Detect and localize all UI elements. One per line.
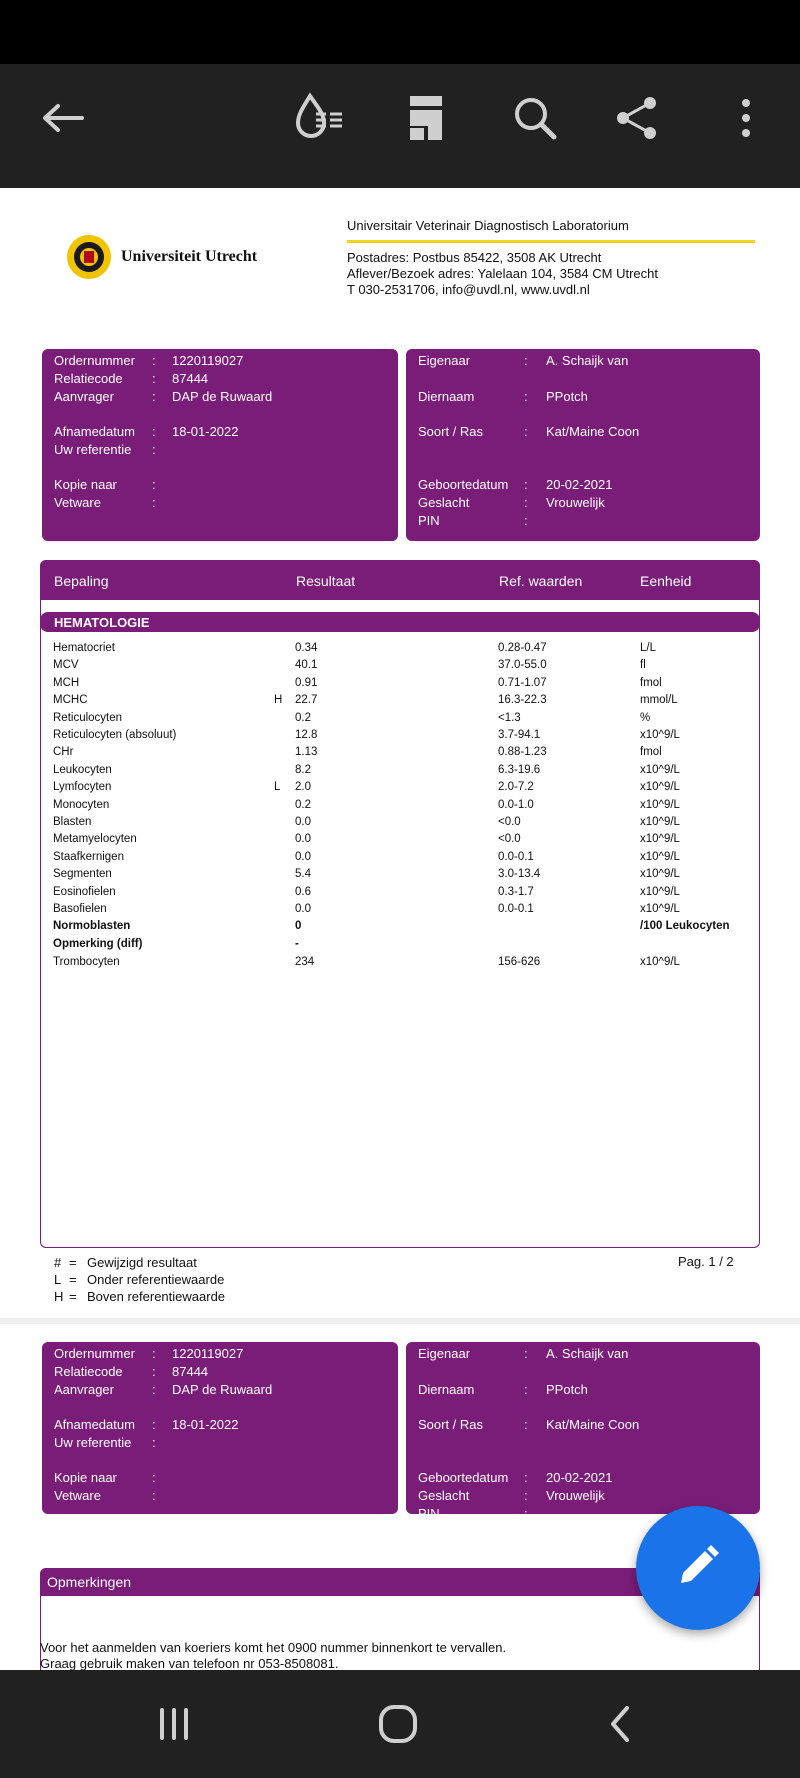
cell-result: 0.0: [295, 833, 311, 846]
cell-flag: L: [274, 781, 281, 794]
cell-result: 8.2: [295, 763, 311, 776]
order-info-box-2: Ordernummer : 1220119027 Relatiecode : 87444 Aanvrager : DAP de Ruwaard Afnamedatum : 18-01-2022 Uw referentie : Kopie naar : Vetware :: [42, 1342, 398, 1514]
lab-name: Universitair Veterinair Diagnostisch Laboratorium: [347, 218, 629, 233]
cell-name: Hematocriet: [53, 642, 115, 654]
search-icon[interactable]: [505, 88, 565, 148]
table-row: [40, 851, 760, 868]
cell-name: Basofielen: [53, 903, 107, 915]
back-arrow-icon[interactable]: [32, 88, 92, 148]
table-row: [40, 781, 760, 798]
cell-ref: 0.0-0.1: [498, 903, 534, 915]
cell-unit: x10^9/L: [640, 885, 680, 898]
cell-ref: 3.7-94.1: [498, 729, 541, 741]
cell-result: 0.2: [295, 798, 311, 811]
cell-result: 12.8: [295, 729, 318, 741]
cell-result: -: [295, 937, 299, 950]
cell-result: 234: [295, 956, 315, 969]
cell-unit: %: [640, 711, 651, 724]
table-row: [40, 729, 760, 746]
cell-unit: mmol/L: [640, 694, 678, 707]
table-row: [40, 903, 760, 920]
cell-unit: fmol: [640, 746, 662, 759]
owner: A. Schaijk van: [546, 353, 629, 368]
table-row: [40, 659, 760, 676]
order-number: 1220119027: [172, 353, 244, 368]
cell-unit: x10^9/L: [640, 816, 680, 828]
cell-flag: H: [274, 694, 283, 707]
cell-name: MCV: [53, 659, 79, 672]
cell-name: Leukocyten: [53, 763, 112, 776]
table-row: [40, 886, 760, 903]
table-row: [40, 712, 760, 729]
table-row: [40, 694, 760, 711]
lab-address: Postadres: Postbus 85422, 3508 AK Utrecht Aflever/Bezoek adres: Yalelaan 104, 3584 CM Utrecht T 030-2531706, info@uvdl.nl, www.uvdl.nl: [347, 250, 658, 297]
cell-unit: x10^9/L: [640, 833, 680, 846]
results-table-header: Bepaling Resultaat Ref. waarden Eenheid: [40, 560, 760, 600]
cell-result: 0.0: [295, 816, 311, 828]
cell-ref: 0.71-1.07: [498, 676, 547, 689]
table-row: [40, 799, 760, 816]
page-number: Pag. 1 / 2: [678, 1254, 734, 1269]
table-row: [40, 833, 760, 850]
cell-result: 1.13: [295, 746, 318, 759]
order-info-box: Ordernummer : 1220119027 Relatiecode : 87444 Aanvrager : DAP de Ruwaard Afnamedatum : 18-01-2022 Uw referentie : Kopie naar : Vetware :: [42, 349, 398, 541]
cell-result: 40.1: [295, 659, 318, 672]
requester: DAP de Ruwaard: [172, 389, 273, 404]
birth-date: 20-02-2021: [546, 477, 613, 492]
cell-result: 0.2: [295, 711, 311, 724]
share-icon[interactable]: [607, 88, 667, 148]
document-viewport[interactable]: [0, 188, 800, 1670]
cell-result: 0.34: [295, 642, 318, 654]
cell-name: Reticulocyten: [53, 711, 123, 724]
cell-ref: 37.0-55.0: [498, 659, 547, 672]
cell-ref: 0.0-1.0: [498, 798, 534, 811]
viewer-toolbar: [0, 64, 800, 188]
cell-name: Staafkernigen: [53, 850, 124, 863]
cell-result: 22.7: [295, 694, 318, 707]
cell-unit: x10^9/L: [640, 729, 680, 741]
cell-name: Opmerking (diff): [53, 937, 143, 950]
cell-unit: L/L: [640, 642, 656, 654]
cell-name: Normoblasten: [53, 920, 131, 933]
section-hematologie: HEMATOLOGIE: [40, 612, 760, 632]
home-icon[interactable]: [366, 1692, 430, 1756]
cell-unit: x10^9/L: [640, 956, 680, 969]
species-breed: Kat/Maine Coon: [546, 424, 640, 439]
patient-info-box: Eigenaar : A. Schaijk van Diernaam : PPotch Soort / Ras : Kat/Maine Coon Geboortedatum : 20-02-2021 Geslacht : Vrouwelijk PIN :: [406, 349, 760, 541]
legend: # = Gewijzigd resultaat L = Onder referentiewaarde H = Boven referentiewaarde: [54, 1255, 226, 1304]
pdf-page-1: [0, 188, 800, 1318]
university-name: Universiteit Utrecht: [121, 248, 258, 265]
sample-date: 18-01-2022: [172, 424, 239, 439]
sex: Vrouwelijk: [546, 495, 605, 510]
cell-name: Trombocyten: [53, 956, 120, 969]
table-row: [40, 956, 760, 973]
animal-name: PPotch: [546, 389, 588, 404]
cell-ref: 6.3-19.6: [498, 763, 541, 776]
cell-unit: fmol: [640, 676, 662, 689]
table-row: [40, 677, 760, 694]
cell-name: Segmenten: [53, 868, 112, 881]
table-row: [40, 746, 760, 763]
cell-result: 5.4: [295, 868, 311, 881]
cell-name: MCHC: [53, 694, 88, 707]
cell-ref: 0.3-1.7: [498, 885, 534, 898]
university-seal-icon: [66, 234, 112, 280]
cell-name: Monocyten: [53, 798, 110, 811]
cell-name: Metamyelocyten: [53, 833, 137, 846]
header-divider: [347, 240, 755, 243]
recent-apps-icon[interactable]: [142, 1692, 206, 1756]
table-row: [40, 642, 760, 659]
cell-ref: 16.3-22.3: [498, 694, 547, 707]
cell-unit: fl: [640, 659, 646, 672]
cell-result: 0.0: [295, 850, 311, 863]
cell-ref: 0.28-0.47: [498, 642, 547, 654]
cell-result: 0.0: [295, 903, 311, 915]
cell-unit: x10^9/L: [640, 763, 680, 776]
cell-ref: 3.0-13.4: [498, 868, 541, 881]
cell-result: 2.0: [295, 781, 311, 794]
cell-ref: <0.0: [498, 833, 521, 846]
cell-ref: <1.3: [498, 711, 521, 724]
reading-mode-icon[interactable]: [290, 88, 350, 148]
table-row: [40, 764, 760, 781]
table-row: [40, 868, 760, 885]
table-row: [40, 938, 760, 955]
status-bar: [0, 0, 800, 64]
remarks-text: Voor het aanmelden van koeriers komt het 0900 nummer binnenkort te vervallen. Graag gebruik maken van telefoon nr 053-8508081.: [40, 1640, 507, 1670]
cell-ref: <0.0: [498, 816, 521, 828]
cell-unit: x10^9/L: [640, 850, 680, 863]
patient-info-box-2: Eigenaar : A. Schaijk van Diernaam : PPotch Soort / Ras : Kat/Maine Coon Geboortedatum : 20-02-2021 Geslacht : Vrouwelijk PIN :: [406, 1342, 760, 1514]
cell-unit: x10^9/L: [640, 868, 680, 881]
cell-result: 0.91: [295, 676, 318, 689]
relation-code: 87444: [172, 371, 209, 386]
page-layout-icon[interactable]: [396, 88, 456, 148]
system-nav-bar: [0, 1670, 800, 1778]
cell-name: MCH: [53, 676, 80, 689]
table-row: [40, 920, 760, 937]
cell-name: Lymfocyten: [53, 781, 112, 794]
cell-unit: x10^9/L: [640, 781, 680, 794]
back-icon[interactable]: [588, 1692, 652, 1756]
cell-ref: 0.0-0.1: [498, 850, 534, 863]
cell-name: Blasten: [53, 816, 92, 828]
cell-unit: x10^9/L: [640, 798, 680, 811]
edit-button[interactable]: [636, 1506, 760, 1630]
cell-unit: /100 Leukocyten: [640, 920, 730, 933]
cell-ref: 0.88-1.23: [498, 746, 547, 759]
cell-name: CHr: [53, 746, 74, 759]
cell-name: Eosinofielen: [53, 885, 116, 898]
cell-unit: x10^9/L: [640, 903, 680, 915]
table-row: [40, 816, 760, 833]
cell-ref: 156-626: [498, 956, 541, 969]
remarks-header: Opmerkingen: [40, 1568, 760, 1596]
cell-result: 0: [295, 920, 302, 933]
more-options-icon[interactable]: [716, 88, 776, 148]
cell-ref: 2.0-7.2: [498, 781, 534, 794]
cell-result: 0.6: [295, 885, 311, 898]
cell-name: Reticulocyten (absoluut): [53, 729, 177, 741]
edit-pencil-icon: [675, 1543, 721, 1594]
